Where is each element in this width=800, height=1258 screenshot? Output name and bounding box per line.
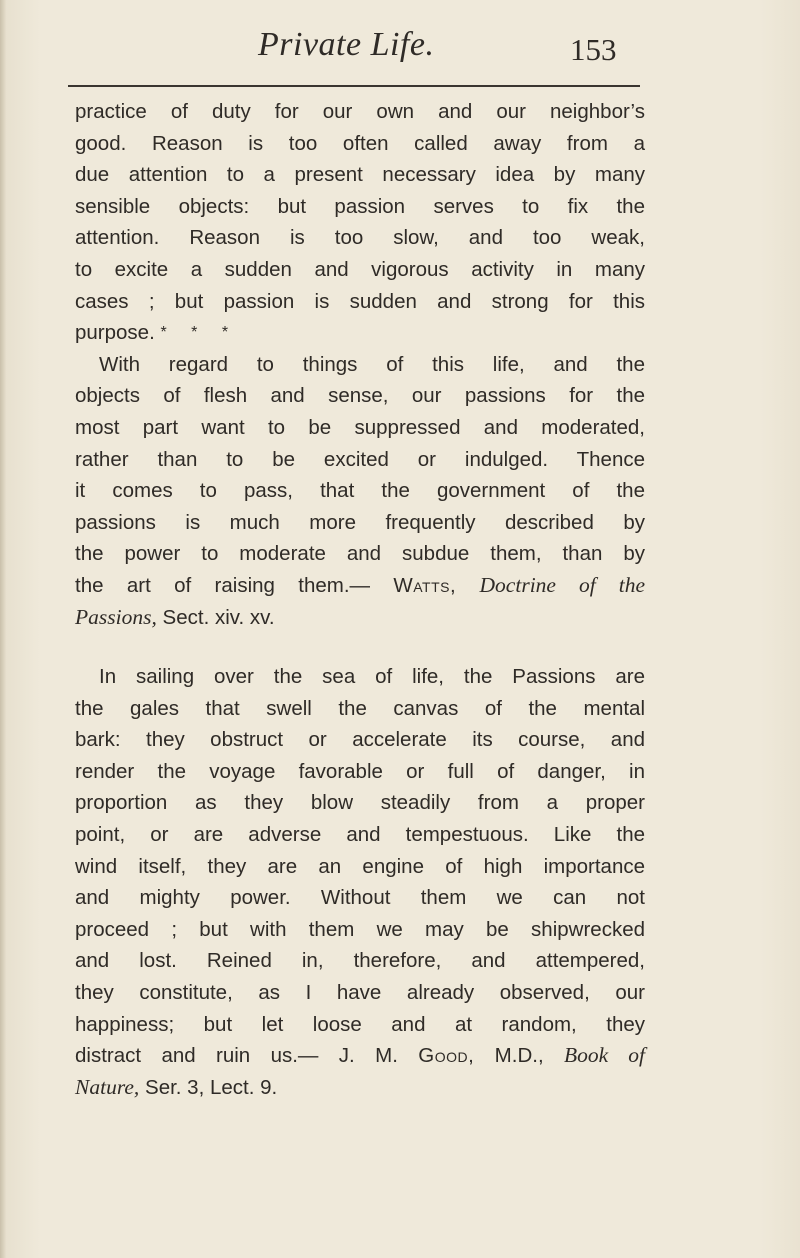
text-line: attention. Reason is too slow, and too weak,	[75, 226, 645, 250]
text-line: good. Reason is too often called away from a	[75, 131, 645, 155]
attribution-line	[75, 1072, 645, 1104]
passage-watts	[75, 349, 645, 633]
citation-title: Nature,	[75, 1074, 140, 1099]
text-line: sensible objects: but passion serves to fix the	[75, 194, 645, 218]
header-rule	[68, 85, 640, 87]
text-line: the power to moderate and subdue them, than by	[75, 542, 645, 566]
text-line: bark: they obstruct or accelerate its course, and	[75, 728, 645, 752]
passage-good	[75, 661, 645, 1103]
citation-reference: Sect. xiv. xv.	[162, 605, 275, 629]
text-line: With regard to things of this life, and the	[99, 352, 645, 376]
page-number: 153	[570, 32, 617, 67]
text-line: the gales that swell the canvas of the mental	[75, 696, 645, 720]
text-line: most part want to be suppressed and moderated,	[75, 415, 645, 439]
text-line: happiness; but let loose and at random, they	[75, 1012, 645, 1036]
ellipsis-stars: * * *	[160, 324, 239, 342]
citation-author: Good,	[418, 1044, 475, 1068]
citation-degree: M.D.,	[494, 1044, 544, 1068]
text-line: In sailing over the sea of life, the Passions are	[99, 665, 645, 689]
text-fragment: purpose.	[75, 321, 155, 345]
text-line: and lost. Reined in, therefore, and attempered,	[75, 949, 645, 973]
text-line: cases ; but passion is sudden and strong for this	[75, 289, 645, 313]
attribution-line	[75, 570, 645, 602]
body-text	[75, 96, 645, 1103]
text-line: passions is much more frequently described by	[75, 510, 645, 534]
text-line: to excite a sudden and vigorous activity in many	[75, 257, 645, 281]
text-line: they constitute, as I have already observed, our	[75, 981, 645, 1005]
running-head	[0, 22, 800, 70]
text-line: and mighty power. Without them we can not	[75, 886, 645, 910]
citation-author: Watts,	[393, 573, 457, 597]
text-line: proceed ; but with them we may be shipwrecked	[75, 917, 645, 941]
running-head-title: Private Life.	[258, 26, 435, 63]
text-line: it comes to pass, that the government of the	[75, 479, 645, 503]
citation-title: Doctrine of the	[479, 572, 645, 597]
attribution-line	[75, 602, 645, 634]
text-fragment: distract and ruin us.— J. M.	[75, 1044, 398, 1068]
text-line: rather than to be excited or indulged. Thence	[75, 447, 645, 471]
passage-continuation	[75, 96, 645, 349]
paragraph-gap	[75, 633, 645, 661]
citation-reference: Ser. 3, Lect. 9.	[145, 1075, 278, 1099]
text-line: wind itself, they are an engine of high importance	[75, 854, 645, 878]
page-spine-shadow	[0, 0, 6, 1258]
attribution-line	[75, 1040, 645, 1072]
text-fragment: the art of raising them.—	[75, 573, 371, 597]
text-line: point, or are adverse and tempestuous. Like the	[75, 823, 645, 847]
text-line: practice of duty for our own and our neighbor’s	[75, 100, 645, 123]
text-line: proportion as they blow steadily from a proper	[75, 791, 645, 815]
text-line: render the voyage favorable or full of danger, in	[75, 759, 645, 783]
citation-title: Passions,	[75, 604, 157, 629]
citation-title: Book of	[564, 1043, 645, 1068]
text-line	[75, 317, 645, 349]
text-line: due attention to a present necessary idea by many	[75, 163, 645, 187]
text-line: objects of flesh and sense, our passions for the	[75, 384, 645, 408]
